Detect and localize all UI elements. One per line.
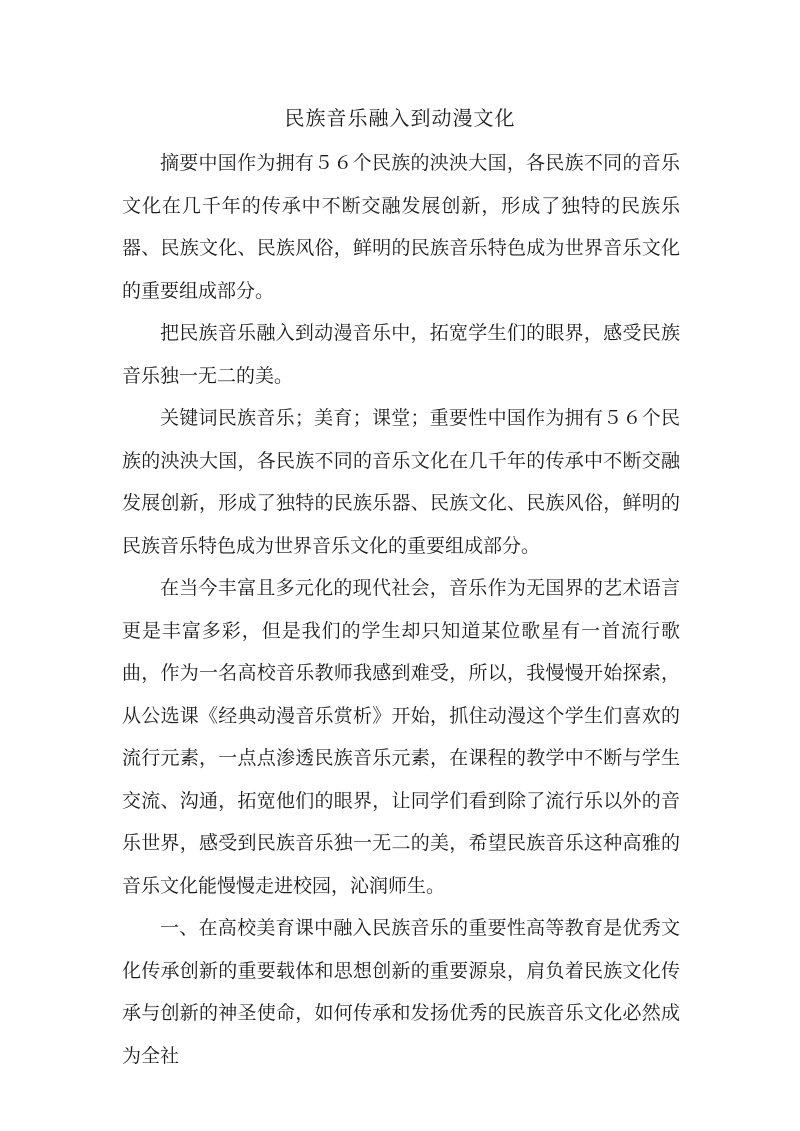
intro-paragraph: 把民族音乐融入到动漫音乐中，拓宽学生们的眼界，感受民族音乐独一无二的美。 bbox=[122, 322, 680, 387]
section-one-paragraph: 一、在高校美育课中融入民族音乐的重要性高等教育是优秀文化传承创新的重要载体和思想创新的重要源泉，肩负着民族文化传承与创新的神圣使命，如何传承和发扬优秀的民族音乐文化必然成为全社 bbox=[122, 917, 680, 1067]
page-title: 民族音乐融入到动漫文化 bbox=[284, 106, 516, 130]
document-body bbox=[122, 142, 680, 1077]
keywords-paragraph: 关键词民族音乐；美育；课堂；重要性中国作为拥有５６个民族的泱泱大国，各民族不同的音乐文化在几千年的传承中不断交融发展创新，形成了独特的民族乐器、民族文化、民族风俗，鲜明的民族音乐特色成为世界音乐文化的重要组成部分。 bbox=[122, 407, 680, 557]
abstract-paragraph: 摘要中国作为拥有５６个民族的泱泱大国，各民族不同的音乐文化在几千年的传承中不断交融发展创新，形成了独特的民族乐器、民族文化、民族风俗，鲜明的民族音乐特色成为世界音乐文化的重要组成部分。 bbox=[122, 152, 680, 302]
context-paragraph: 在当今丰富且多元化的现代社会，音乐作为无国界的艺术语言更是丰富多彩，但是我们的学生却只知道某位歌星有一首流行歌曲，作为一名高校音乐教师我感到难受，所以，我慢慢开始探索，从公选课《经典动漫音乐赏析》开始，抓住动漫这个学生们喜欢的流行元素，一点点渗透民族音乐元素，在课程的教学中不断与学生交流、沟通，拓宽他们的眼界，让同学们看到除了流行乐以外的音乐世界，感受到民族音乐独一无二的美，希望民族音乐这种高雅的音乐文化能慢慢走进校园，沁润师生。 bbox=[122, 577, 680, 897]
